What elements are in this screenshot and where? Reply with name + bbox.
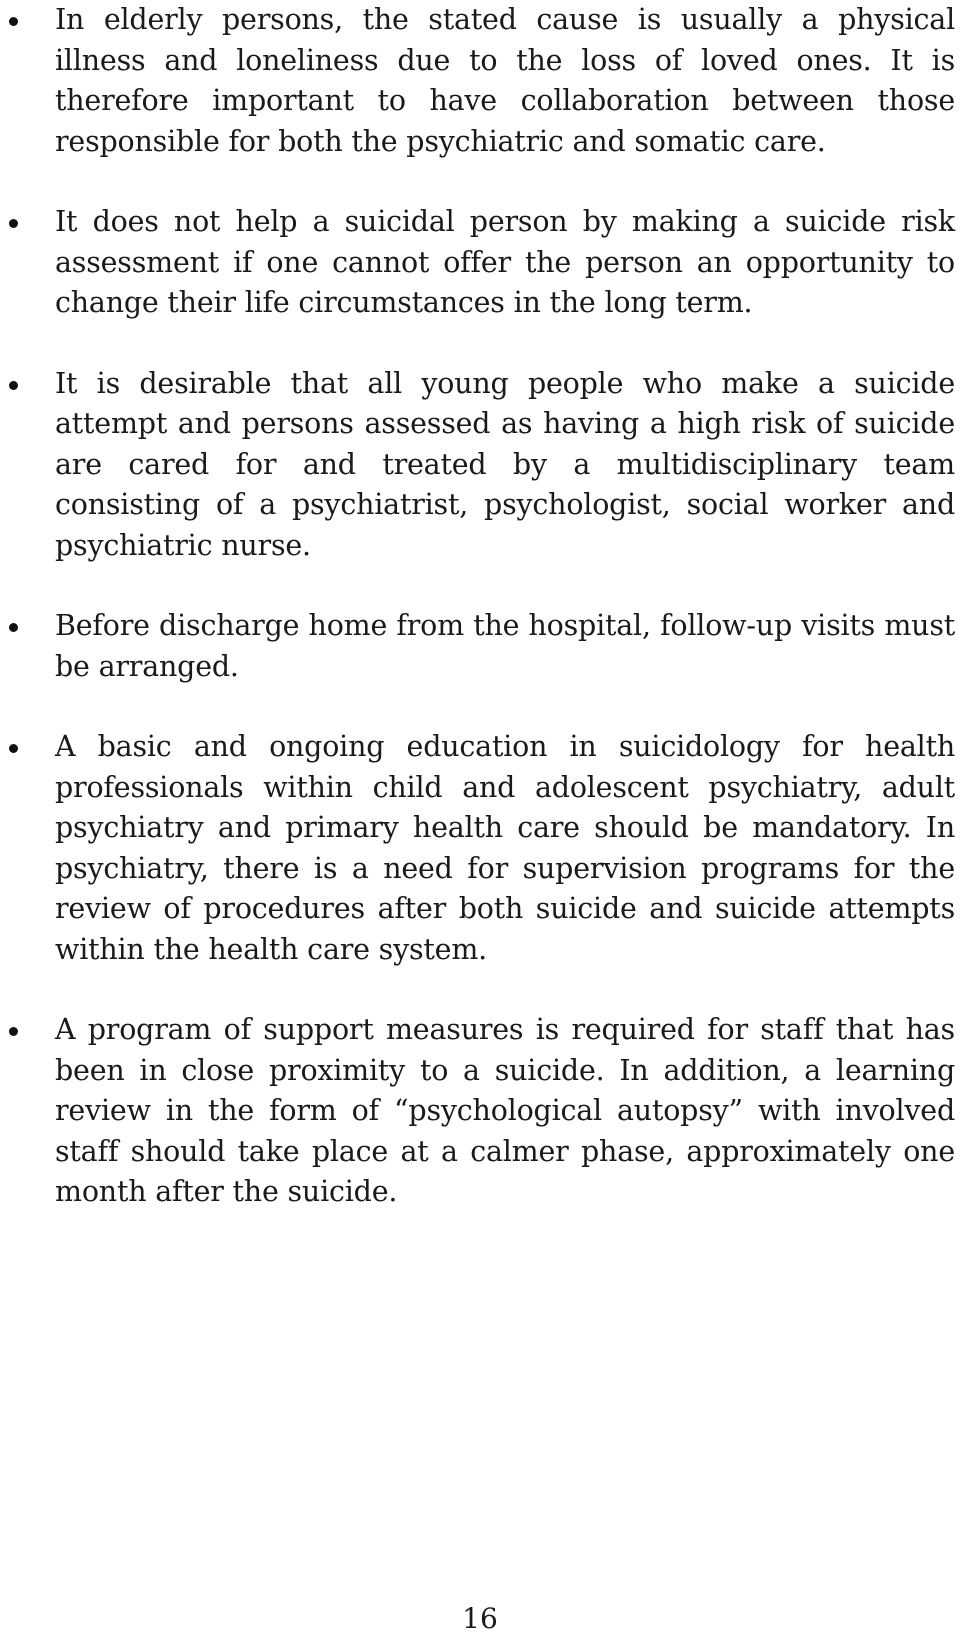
bullet-item <box>55 606 955 687</box>
bullet-text: It does not help a suicidal person by making a suicide risk assessment if one cannot offer the person an opportunity to change their life circumstances in the long term. <box>55 205 955 319</box>
bullet-item <box>55 727 955 970</box>
bullet-dot-icon <box>9 744 18 753</box>
bullet-dot-icon <box>9 1027 18 1036</box>
bullet-item <box>55 1010 955 1213</box>
bullet-item <box>55 364 955 567</box>
bullet-list <box>55 0 955 1253</box>
bullet-item <box>55 202 955 324</box>
bullet-text: A basic and ongoing education in suicidology for health professionals within child and adolescent psychiatry, adult psychiatry and primary health care should be mandatory. In psychiatry, there is a need for supervision programs for the review of procedures after both suicide and suicide attempts within the health care system. <box>55 730 955 966</box>
page-number: 16 <box>462 1602 498 1635</box>
bullet-dot-icon <box>9 623 18 632</box>
bullet-dot-icon <box>9 381 18 390</box>
bullet-text: It is desirable that all young people who make a suicide attempt and persons assessed as having a high risk of suicide are cared for and treated by a multidisciplinary team consisting of a psychiatrist, psychologist, social worker and psychiatric nurse. <box>55 366 955 562</box>
bullet-text: In elderly persons, the stated cause is usually a physical illness and loneliness due to the loss of loved ones. It is therefore important to have collaboration between those responsible for both the psychiatric and somatic care. <box>55 3 955 158</box>
bullet-text: Before discharge home from the hospital, follow-up visits must be arranged. <box>55 609 955 683</box>
bullet-text: A program of support measures is required for staff that has been in close proximity to a suicide. In addition, a learning review in the form of “psychological autopsy” with involved staff should take place at a calmer phase, approximately one month after the suicide. <box>55 1013 955 1208</box>
bullet-dot-icon <box>9 219 18 228</box>
bullet-dot-icon <box>9 17 18 26</box>
bullet-item <box>55 0 955 162</box>
